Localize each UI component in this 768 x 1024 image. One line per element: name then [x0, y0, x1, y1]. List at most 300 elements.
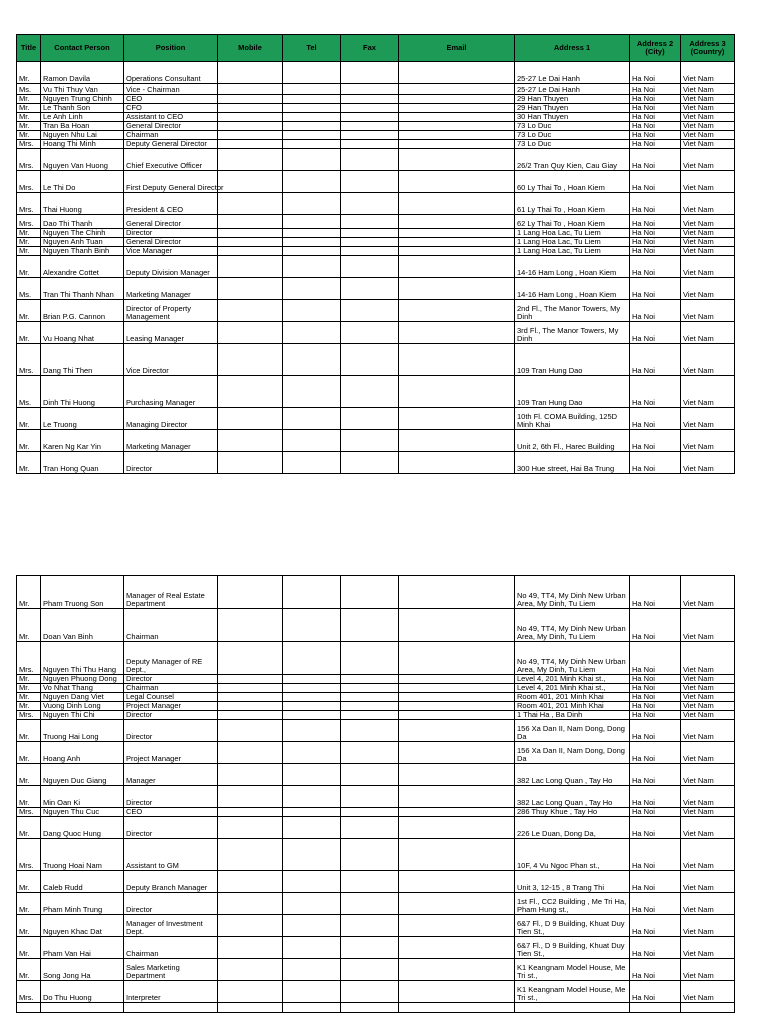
position-cell: Purchasing Manager — [124, 376, 218, 408]
email-cell — [399, 322, 515, 344]
title-cell: Mrs. — [17, 215, 41, 229]
contact-name-cell: Truong Hai Long — [41, 720, 124, 742]
address-cell: 109 Tran Hung Dao — [515, 376, 630, 408]
country-cell: Viet Nam — [681, 430, 735, 452]
contact-name-cell: Hoang Thi Minh — [41, 140, 124, 149]
tel-cell — [283, 817, 341, 839]
city-cell: Ha Noi — [630, 702, 681, 711]
city-cell: Ha Noi — [630, 720, 681, 742]
tel-cell — [283, 981, 341, 1003]
country-cell: Viet Nam — [681, 702, 735, 711]
fax-cell — [341, 300, 399, 322]
address-cell: No 49, TT4, My Dinh New Urban Area, My Dinh, Tu Liem — [515, 642, 630, 675]
mobile-cell — [218, 915, 283, 937]
table-row — [17, 215, 735, 229]
mobile-cell — [218, 278, 283, 300]
mobile-cell — [218, 171, 283, 193]
country-cell: Viet Nam — [681, 62, 735, 84]
contact-name-cell: Karen Ng Kar Yin — [41, 430, 124, 452]
city-cell: Ha Noi — [630, 247, 681, 256]
city-cell — [630, 1003, 681, 1013]
country-cell: Viet Nam — [681, 609, 735, 642]
contacts-table-1 — [16, 34, 735, 474]
mobile-cell — [218, 376, 283, 408]
position-cell: Sales Marketing Department — [124, 959, 218, 981]
contact-name-cell: Nguyen Trung Chinh — [41, 95, 124, 104]
position-cell: Marketing Manager — [124, 430, 218, 452]
mobile-cell — [218, 720, 283, 742]
contact-name-cell: Dang Thi Then — [41, 344, 124, 376]
country-cell: Viet Nam — [681, 122, 735, 131]
contact-name-cell: Vo Nhat Thang — [41, 684, 124, 693]
address-cell: Room 401, 201 Minh Khai — [515, 693, 630, 702]
position-cell: Deputy Branch Manager — [124, 871, 218, 893]
position-cell: CEO — [124, 808, 218, 817]
address-cell: No 49, TT4, My Dinh New Urban Area, My Dinh, Tu Liem — [515, 609, 630, 642]
table-row — [17, 720, 735, 742]
title-cell: Mrs. — [17, 981, 41, 1003]
fax-cell — [341, 229, 399, 238]
fax-cell — [341, 452, 399, 474]
title-cell: Mr. — [17, 720, 41, 742]
title-cell: Mrs. — [17, 193, 41, 215]
city-cell: Ha Noi — [630, 131, 681, 140]
title-cell: Mr. — [17, 113, 41, 122]
city-cell: Ha Noi — [630, 675, 681, 684]
email-cell — [399, 742, 515, 764]
country-cell: Viet Nam — [681, 642, 735, 675]
position-cell: Vice - Chairman — [124, 84, 218, 95]
position-cell: Project Manager — [124, 742, 218, 764]
mobile-cell — [218, 808, 283, 817]
table-row — [17, 764, 735, 786]
address-cell: 1 Lang Hoa Lac, Tu Liem — [515, 229, 630, 238]
title-cell: Ms. — [17, 278, 41, 300]
tel-cell — [283, 720, 341, 742]
contact-name-cell: Song Jong Ha — [41, 959, 124, 981]
position-cell: Manager — [124, 764, 218, 786]
title-cell: Mr. — [17, 893, 41, 915]
mobile-cell — [218, 113, 283, 122]
country-cell: Viet Nam — [681, 959, 735, 981]
position-cell: Director — [124, 786, 218, 808]
col-header-country: Address 3 (Country) — [681, 35, 735, 62]
fax-cell — [341, 937, 399, 959]
position-cell: Deputy Manager of RE Dept., — [124, 642, 218, 675]
city-cell: Ha Noi — [630, 104, 681, 113]
city-cell: Ha Noi — [630, 256, 681, 278]
fax-cell — [341, 720, 399, 742]
city-cell: Ha Noi — [630, 300, 681, 322]
address-cell: 10F, 4 Vu Ngoc Phan st., — [515, 839, 630, 871]
mobile-cell — [218, 104, 283, 113]
tel-cell — [283, 408, 341, 430]
contact-name-cell: Brian P.G. Cannon — [41, 300, 124, 322]
tel-cell — [283, 344, 341, 376]
tel-cell — [283, 131, 341, 140]
table-row — [17, 711, 735, 720]
contact-name-cell: Le Anh Linh — [41, 113, 124, 122]
mobile-cell — [218, 839, 283, 871]
col-header-contact: Contact Person — [41, 35, 124, 62]
address-cell: Level 4, 201 Minh Khai st., — [515, 684, 630, 693]
country-cell: Viet Nam — [681, 215, 735, 229]
address-cell: 25-27 Le Dai Hanh — [515, 84, 630, 95]
contact-name-cell: Vu Hoang Nhat — [41, 322, 124, 344]
title-cell: Mr. — [17, 452, 41, 474]
country-cell: Viet Nam — [681, 981, 735, 1003]
mobile-cell — [218, 238, 283, 247]
mobile-cell — [218, 642, 283, 675]
mobile-cell — [218, 62, 283, 84]
fax-cell — [341, 711, 399, 720]
col-header-fax: Fax — [341, 35, 399, 62]
country-cell: Viet Nam — [681, 711, 735, 720]
country-cell: Viet Nam — [681, 937, 735, 959]
city-cell: Ha Noi — [630, 193, 681, 215]
email-cell — [399, 786, 515, 808]
title-cell: Mr. — [17, 702, 41, 711]
city-cell: Ha Noi — [630, 62, 681, 84]
address-cell: 29 Han Thuyen — [515, 95, 630, 104]
title-cell: Mr. — [17, 300, 41, 322]
position-cell: Director — [124, 720, 218, 742]
position-cell: Deputy General Director — [124, 140, 218, 149]
mobile-cell — [218, 131, 283, 140]
country-cell: Viet Nam — [681, 742, 735, 764]
contact-name-cell: Nguyen Nhu Lai — [41, 131, 124, 140]
contact-name-cell: Nguyen Thi Thu Hang — [41, 642, 124, 675]
fax-cell — [341, 278, 399, 300]
country-cell: Viet Nam — [681, 839, 735, 871]
mobile-cell — [218, 408, 283, 430]
title-cell: Mr. — [17, 247, 41, 256]
fax-cell — [341, 247, 399, 256]
address-cell: 3rd Fl., The Manor Towers, My Dinh — [515, 322, 630, 344]
mobile-cell — [218, 959, 283, 981]
email-cell — [399, 764, 515, 786]
contact-name-cell: Doan Van Binh — [41, 609, 124, 642]
email-cell — [399, 62, 515, 84]
table-row — [17, 62, 735, 84]
city-cell: Ha Noi — [630, 322, 681, 344]
position-cell: Director — [124, 893, 218, 915]
table-row — [17, 344, 735, 376]
city-cell: Ha Noi — [630, 344, 681, 376]
table-row — [17, 642, 735, 675]
title-cell: Mrs. — [17, 839, 41, 871]
mobile-cell — [218, 122, 283, 131]
email-cell — [399, 693, 515, 702]
address-cell: 6&7 Fl., D 9 Building, Khuat Duy Tien St., — [515, 915, 630, 937]
mobile-cell — [218, 702, 283, 711]
mobile-cell — [218, 693, 283, 702]
address-cell: 62 Ly Thai To , Hoan Kiem — [515, 215, 630, 229]
title-cell: Mr. — [17, 104, 41, 113]
table-row — [17, 702, 735, 711]
address-cell: 300 Hue street, Hai Ba Trung — [515, 452, 630, 474]
tel-cell — [283, 140, 341, 149]
address-cell: 156 Xa Dan II, Nam Dong, Dong Da — [515, 720, 630, 742]
country-cell: Viet Nam — [681, 149, 735, 171]
title-cell: Mr. — [17, 786, 41, 808]
contact-name-cell: Nguyen Duc Giang — [41, 764, 124, 786]
tel-cell — [283, 742, 341, 764]
fax-cell — [341, 322, 399, 344]
table-row — [17, 193, 735, 215]
country-cell: Viet Nam — [681, 344, 735, 376]
title-cell: Mr. — [17, 675, 41, 684]
email-cell — [399, 609, 515, 642]
position-cell: Interpreter — [124, 981, 218, 1003]
fax-cell — [341, 959, 399, 981]
contact-name-cell: Le Truong — [41, 408, 124, 430]
contact-name-cell: Min Oan Ki — [41, 786, 124, 808]
position-cell — [124, 1003, 218, 1013]
email-cell — [399, 215, 515, 229]
email-cell — [399, 247, 515, 256]
fax-cell — [341, 702, 399, 711]
position-cell: Chairman — [124, 609, 218, 642]
email-cell — [399, 642, 515, 675]
fax-cell — [341, 808, 399, 817]
mobile-cell — [218, 193, 283, 215]
mobile-cell — [218, 1003, 283, 1013]
address-cell: Level 4, 201 Minh Khai st., — [515, 675, 630, 684]
email-cell — [399, 131, 515, 140]
address-cell: 6&7 Fl., D 9 Building, Khuat Duy Tien St., — [515, 937, 630, 959]
table-row — [17, 113, 735, 122]
position-cell: General Director — [124, 215, 218, 229]
fax-cell — [341, 839, 399, 871]
table-row — [17, 229, 735, 238]
header-row — [17, 35, 735, 62]
tel-cell — [283, 937, 341, 959]
table-row — [17, 742, 735, 764]
contact-name-cell: Pham Minh Trung — [41, 893, 124, 915]
city-cell: Ha Noi — [630, 817, 681, 839]
country-cell: Viet Nam — [681, 376, 735, 408]
mobile-cell — [218, 300, 283, 322]
contact-name-cell: Nguyen Thanh Binh — [41, 247, 124, 256]
fax-cell — [341, 893, 399, 915]
address-cell: 286 Thuy Khue , Tay Ho — [515, 808, 630, 817]
email-cell — [399, 711, 515, 720]
city-cell: Ha Noi — [630, 893, 681, 915]
mobile-cell — [218, 871, 283, 893]
fax-cell — [341, 256, 399, 278]
country-cell: Viet Nam — [681, 408, 735, 430]
mobile-cell — [218, 742, 283, 764]
mobile-cell — [218, 981, 283, 1003]
mobile-cell — [218, 322, 283, 344]
position-cell: Manager of Real Estate Department — [124, 576, 218, 609]
address-cell: 29 Han Thuyen — [515, 104, 630, 113]
mobile-cell — [218, 684, 283, 693]
tel-cell — [283, 193, 341, 215]
tel-cell — [283, 229, 341, 238]
table-row — [17, 247, 735, 256]
city-cell: Ha Noi — [630, 149, 681, 171]
mobile-cell — [218, 247, 283, 256]
tel-cell — [283, 122, 341, 131]
title-cell: Mrs. — [17, 808, 41, 817]
city-cell: Ha Noi — [630, 278, 681, 300]
table-row — [17, 149, 735, 171]
table-row — [17, 452, 735, 474]
email-cell — [399, 84, 515, 95]
tel-cell — [283, 376, 341, 408]
title-cell: Mr. — [17, 122, 41, 131]
title-cell: Mrs. — [17, 149, 41, 171]
title-cell: Mrs. — [17, 140, 41, 149]
contact-name-cell: Caleb Rudd — [41, 871, 124, 893]
title-cell: Mr. — [17, 684, 41, 693]
mobile-cell — [218, 786, 283, 808]
contact-name-cell: Nguyen Anh Tuan — [41, 238, 124, 247]
col-header-tel: Tel — [283, 35, 341, 62]
city-cell: Ha Noi — [630, 140, 681, 149]
tel-cell — [283, 256, 341, 278]
country-cell: Viet Nam — [681, 229, 735, 238]
fax-cell — [341, 693, 399, 702]
col-header-email: Email — [399, 35, 515, 62]
country-cell: Viet Nam — [681, 300, 735, 322]
tel-cell — [283, 609, 341, 642]
title-cell: Mr. — [17, 764, 41, 786]
tel-cell — [283, 300, 341, 322]
mobile-cell — [218, 84, 283, 95]
fax-cell — [341, 684, 399, 693]
country-cell: Viet Nam — [681, 193, 735, 215]
position-cell: Director — [124, 675, 218, 684]
city-cell: Ha Noi — [630, 229, 681, 238]
address-cell: 14-16 Ham Long , Hoan Kiem — [515, 278, 630, 300]
fax-cell — [341, 140, 399, 149]
fax-cell — [341, 84, 399, 95]
country-cell: Viet Nam — [681, 786, 735, 808]
fax-cell — [341, 576, 399, 609]
city-cell: Ha Noi — [630, 871, 681, 893]
contact-name-cell: Dinh Thi Huong — [41, 376, 124, 408]
email-cell — [399, 408, 515, 430]
col-header-mobile: Mobile — [218, 35, 283, 62]
tel-cell — [283, 684, 341, 693]
city-cell: Ha Noi — [630, 839, 681, 871]
contact-name-cell: Dao Thi Thanh — [41, 215, 124, 229]
email-cell — [399, 702, 515, 711]
position-cell: Chairman — [124, 684, 218, 693]
tel-cell — [283, 238, 341, 247]
email-cell — [399, 981, 515, 1003]
country-cell: Viet Nam — [681, 452, 735, 474]
address-cell: 1 Lang Hoa Lac, Tu Liem — [515, 238, 630, 247]
mobile-cell — [218, 817, 283, 839]
country-cell: Viet Nam — [681, 140, 735, 149]
city-cell: Ha Noi — [630, 171, 681, 193]
tel-cell — [283, 642, 341, 675]
table-row — [17, 278, 735, 300]
address-cell: 156 Xa Dan II, Nam Dong, Dong Da — [515, 742, 630, 764]
fax-cell — [341, 675, 399, 684]
title-cell: Mrs. — [17, 642, 41, 675]
fax-cell — [341, 642, 399, 675]
city-cell: Ha Noi — [630, 693, 681, 702]
country-cell: Viet Nam — [681, 104, 735, 113]
table-row — [17, 693, 735, 702]
mobile-cell — [218, 344, 283, 376]
title-cell: Mr. — [17, 937, 41, 959]
fax-cell — [341, 193, 399, 215]
email-cell — [399, 937, 515, 959]
table-row — [17, 915, 735, 937]
email-cell — [399, 839, 515, 871]
email-cell — [399, 149, 515, 171]
mobile-cell — [218, 140, 283, 149]
tel-cell — [283, 171, 341, 193]
email-cell — [399, 915, 515, 937]
address-cell: Room 401, 201 Minh Khai — [515, 702, 630, 711]
country-cell: Viet Nam — [681, 764, 735, 786]
email-cell — [399, 871, 515, 893]
tel-cell — [283, 786, 341, 808]
address-cell: 25-27 Le Dai Hanh — [515, 62, 630, 84]
city-cell: Ha Noi — [630, 113, 681, 122]
country-cell: Viet Nam — [681, 278, 735, 300]
table-row — [17, 893, 735, 915]
city-cell: Ha Noi — [630, 937, 681, 959]
title-cell: Mr. — [17, 430, 41, 452]
title-cell: Mr. — [17, 238, 41, 247]
city-cell: Ha Noi — [630, 84, 681, 95]
country-cell: Viet Nam — [681, 131, 735, 140]
mobile-cell — [218, 256, 283, 278]
title-cell: Mr. — [17, 131, 41, 140]
contact-name-cell: Vu Thi Thuy Van — [41, 84, 124, 95]
table-row — [17, 808, 735, 817]
fax-cell — [341, 215, 399, 229]
title-cell: Mr. — [17, 322, 41, 344]
position-cell: President & CEO — [124, 193, 218, 215]
city-cell: Ha Noi — [630, 764, 681, 786]
contact-name-cell: Nguyen Phuong Dong — [41, 675, 124, 684]
city-cell: Ha Noi — [630, 376, 681, 408]
mobile-cell — [218, 711, 283, 720]
mobile-cell — [218, 576, 283, 609]
address-cell: 1 Thai Ha , Ba Dinh — [515, 711, 630, 720]
fax-cell — [341, 742, 399, 764]
email-cell — [399, 576, 515, 609]
country-cell: Viet Nam — [681, 113, 735, 122]
contact-name-cell: Ramon Davila — [41, 62, 124, 84]
table-row — [17, 817, 735, 839]
email-cell — [399, 238, 515, 247]
address-cell: 73 Lo Duc — [515, 140, 630, 149]
country-cell: Viet Nam — [681, 238, 735, 247]
contact-name-cell: Nguyen Van Huong — [41, 149, 124, 171]
email-cell — [399, 122, 515, 131]
fax-cell — [341, 171, 399, 193]
position-cell: Legal Counsel — [124, 693, 218, 702]
table-row — [17, 684, 735, 693]
title-cell: Mr. — [17, 576, 41, 609]
contact-name-cell: Nguyen Khac Dat — [41, 915, 124, 937]
title-cell — [17, 1003, 41, 1013]
fax-cell — [341, 764, 399, 786]
fax-cell — [341, 871, 399, 893]
contact-name-cell: Nguyen Thi Chi — [41, 711, 124, 720]
fax-cell — [341, 817, 399, 839]
